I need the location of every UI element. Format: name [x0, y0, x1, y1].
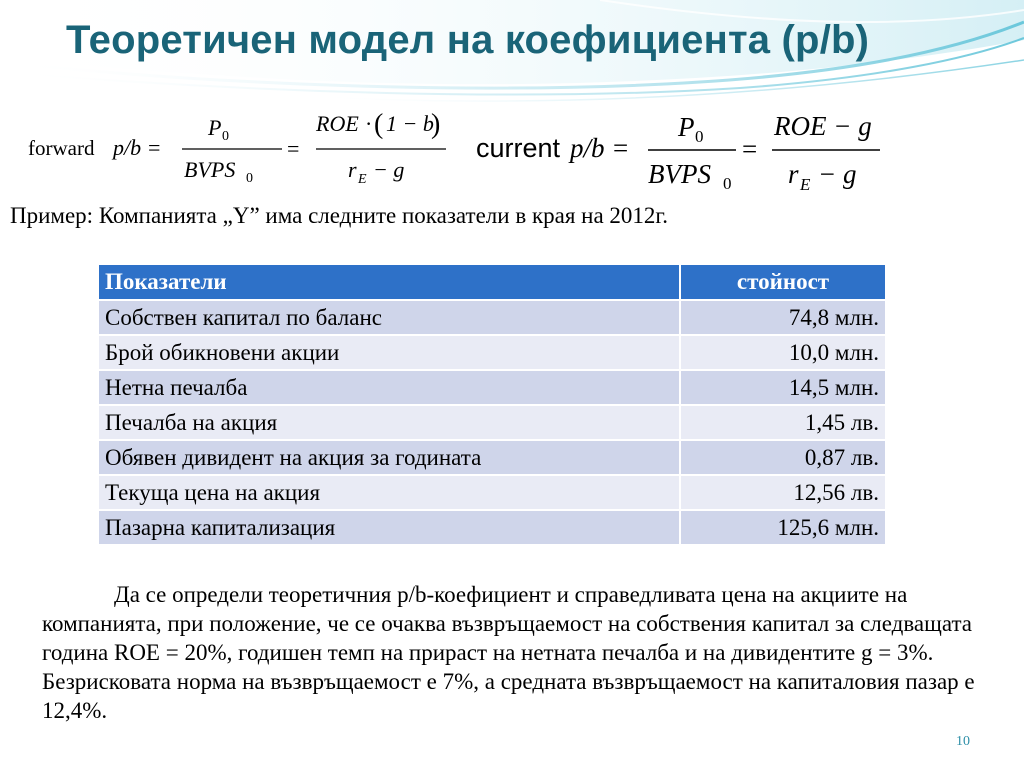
table-row: [98, 300, 886, 335]
row-value: 12,56 лв.: [680, 475, 886, 510]
current-minus-g: − g: [818, 159, 857, 189]
current-roe-minus-g: ROE − g: [774, 111, 872, 141]
svg-text:(: (: [374, 109, 384, 140]
row-value: 14,5 млн.: [680, 370, 886, 405]
row-value: 0,87 лв.: [680, 440, 886, 475]
table-row: [98, 475, 886, 510]
example-intro: Пример: Компанията „Y” има следните показатели в края на 2012г.: [10, 203, 669, 228]
current-bvps: BVPS: [648, 159, 711, 189]
current-bvps-sub: 0: [723, 174, 732, 193]
forward-p-sub: 0: [222, 129, 229, 144]
current-r-sub: E: [800, 175, 811, 194]
table-row: [98, 335, 886, 370]
current-r: r: [788, 159, 799, 189]
row-label: Обявен дивидент на акция за годината: [98, 440, 680, 475]
row-label: Текуща цена на акция: [98, 475, 680, 510]
forward-minus-g: − g: [373, 157, 405, 182]
svg-text:·: ·: [365, 111, 373, 136]
row-label: Собствен капитал по баланс: [98, 300, 680, 335]
table-header-row: [98, 264, 886, 300]
current-eq: =: [742, 134, 758, 164]
forward-pb-formula: [28, 105, 441, 195]
current-pb-formula: [476, 105, 896, 195]
problem-statement: Да се определи теоретичния p/b-коефициент и справедливата цена на акциите на компанията, при положение, че се очаква възвръщаемост на собствения капитал за следващата година ROE = 20%, годишен темп на прираст на нетната печалба и на дивидентите g = 3%. Безрисковата норма на възвръщаемост е 7%, а средната възвръщаемост на капиталовия пазар е 12,4%.: [42, 582, 975, 723]
page-number: 10: [956, 734, 970, 749]
table-row: [98, 370, 886, 405]
table-row: [98, 405, 886, 440]
forward-one-minus-b: 1 − b: [386, 111, 434, 136]
row-value: 1,45 лв.: [680, 405, 886, 440]
forward-label: forward: [28, 136, 95, 160]
current-p-sub: 0: [695, 127, 704, 146]
forward-bvps: BVPS: [184, 157, 236, 182]
forward-roe: ROE: [316, 111, 359, 136]
forward-eq: =: [287, 136, 300, 161]
forward-bvps-sub: 0: [246, 171, 253, 186]
forward-p: P: [208, 115, 222, 140]
forward-r-sub: E: [358, 172, 367, 187]
header-value: стойност: [680, 264, 886, 300]
forward-lhs: p/b =: [113, 135, 162, 160]
row-value: 10,0 млн.: [680, 335, 886, 370]
current-p: P: [678, 112, 695, 142]
header-indicators: Показатели: [98, 264, 680, 300]
current-label: current: [476, 133, 561, 163]
row-label: Брой обикновени акции: [98, 335, 680, 370]
indicators-table: [97, 263, 887, 546]
row-value: 125,6 млн.: [680, 510, 886, 545]
svg-text:): ): [431, 109, 441, 140]
forward-r: r: [348, 157, 357, 182]
row-label: Печалба на акция: [98, 405, 680, 440]
table-row: [98, 440, 886, 475]
table-row: [98, 510, 886, 545]
row-value: 74,8 млн.: [680, 300, 886, 335]
row-label: Нетна печалба: [98, 370, 680, 405]
slide-title: Теоретичен модел на коефициента (p/b): [66, 18, 870, 62]
row-label: Пазарна капитализация: [98, 510, 680, 545]
current-lhs: p/b =: [570, 133, 630, 163]
